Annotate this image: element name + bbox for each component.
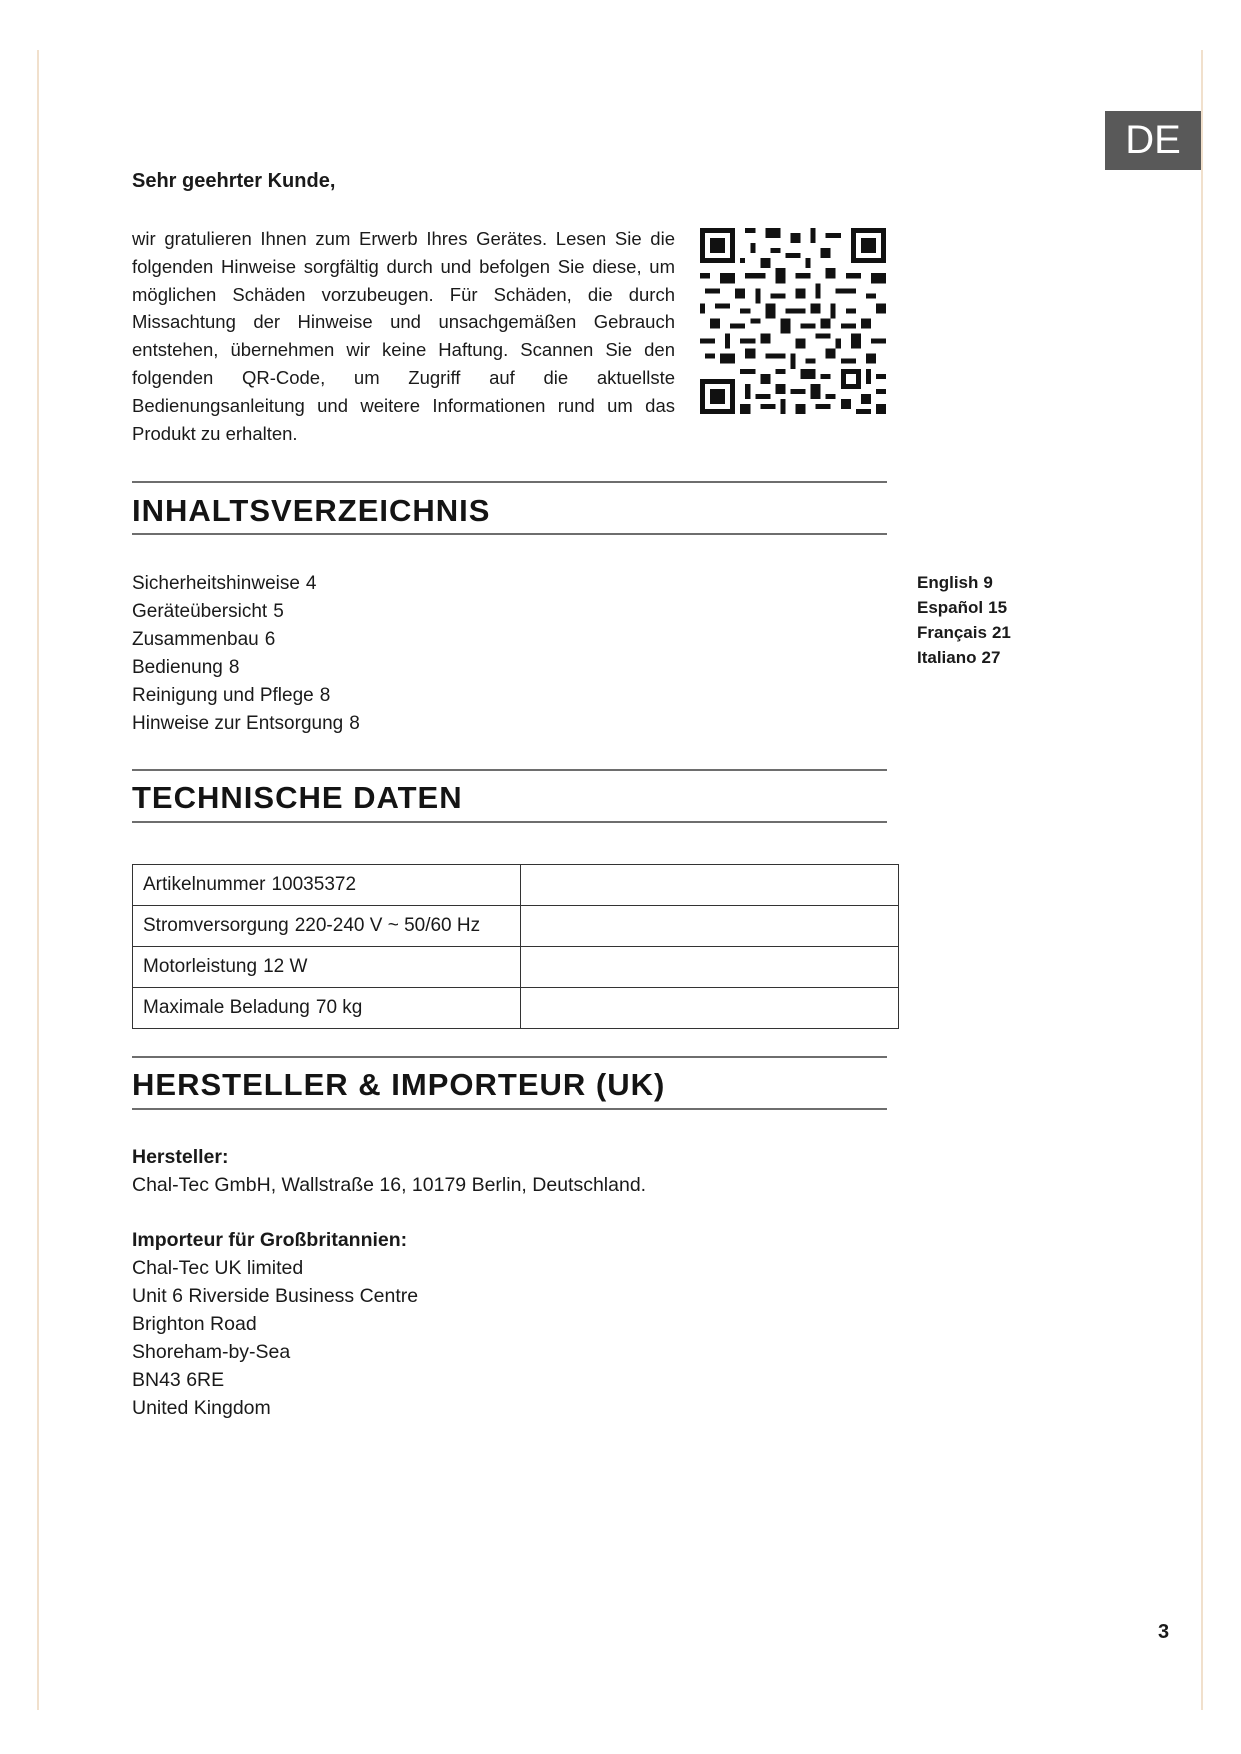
language-tab: DE <box>1105 111 1201 170</box>
table-cell-empty <box>521 947 899 988</box>
tech-data-table <box>132 864 899 1029</box>
page-number: 3 <box>1158 1621 1170 1643</box>
toc-entry: Geräteübersicht 5 <box>132 601 284 622</box>
language-entry: English 9 <box>917 573 993 592</box>
importer-line: United Kingdom <box>132 1397 271 1419</box>
table-row <box>133 906 899 947</box>
table-row <box>133 947 899 988</box>
manufacturer-rule-bottom <box>132 1108 887 1110</box>
importer-line: Brighton Road <box>132 1313 257 1335</box>
tech-rule-bottom <box>132 821 887 823</box>
manufacturer-block <box>132 1143 646 1199</box>
toc-title: INHALTSVERZEICHNIS <box>132 493 491 528</box>
importer-line: Unit 6 Riverside Business Centre <box>132 1285 419 1307</box>
language-entry: Italiano 27 <box>917 648 1001 667</box>
language-index <box>917 570 1011 670</box>
manufacturer-title: HERSTELLER & IMPORTEUR (UK) <box>132 1067 666 1102</box>
table-cell: Motorleistung 12 W <box>133 947 521 988</box>
manufacturer-rule-top <box>132 1056 887 1058</box>
table-row <box>133 865 899 906</box>
table-cell: Stromversorgung 220-240 V ~ 50/60 Hz <box>133 906 521 947</box>
table-row <box>133 988 899 1029</box>
importer-block <box>132 1226 418 1422</box>
toc-rule-bottom <box>132 533 887 535</box>
tech-title: TECHNISCHE DATEN <box>132 780 463 815</box>
table-cell-empty <box>521 906 899 947</box>
greeting: Sehr geehrter Kunde, <box>132 170 336 192</box>
table-cell: Artikelnummer 10035372 <box>133 865 521 906</box>
importer-line: Shoreham-by-Sea <box>132 1341 291 1363</box>
importer-label: Importeur für Großbritannien: <box>132 1229 408 1251</box>
toc-entry: Sicherheitshinweise 4 <box>132 573 317 594</box>
table-cell-empty <box>521 988 899 1029</box>
intro-paragraph: wir gratulieren Ihnen zum Erwerb Ihres Gerätes. Lesen Sie die folgenden Hinweise sorgfältig durch und befolgen Sie diese, um möglichen Schäden vorzubeugen. Für Schäden, die durch Missachtung der Hinweise und unsachgemäßen Gebrauch entstehen, übernehmen wir keine Haftung. Scannen Sie den folgenden QR-Code, um Zugriff auf die aktuellste Bedienungsanleitung und weitere Informationen rund um das Produkt zu erhalten. <box>132 228 675 444</box>
right-margin-line <box>1201 50 1203 1710</box>
tech-rule-top <box>132 769 887 771</box>
table-of-contents <box>132 570 360 738</box>
toc-entry: Bedienung 8 <box>132 657 240 678</box>
language-entry: Español 15 <box>917 598 1008 617</box>
toc-entry: Zusammenbau 6 <box>132 629 276 650</box>
table-cell-empty <box>521 865 899 906</box>
left-margin-line <box>37 50 39 1710</box>
importer-line: Chal-Tec UK limited <box>132 1257 304 1279</box>
manufacturer-address: Chal-Tec GmbH, Wallstraße 16, 10179 Berlin, Deutschland. <box>132 1174 647 1196</box>
qr-code-icon <box>700 228 886 414</box>
table-cell: Maximale Beladung 70 kg <box>133 988 521 1029</box>
toc-rule-top <box>132 481 887 483</box>
toc-entry: Reinigung und Pflege 8 <box>132 685 331 706</box>
language-entry: Français 21 <box>917 623 1011 642</box>
toc-entry: Hinweise zur Entsorgung 8 <box>132 713 360 734</box>
manufacturer-label: Hersteller: <box>132 1146 229 1168</box>
importer-line: BN43 6RE <box>132 1369 225 1391</box>
